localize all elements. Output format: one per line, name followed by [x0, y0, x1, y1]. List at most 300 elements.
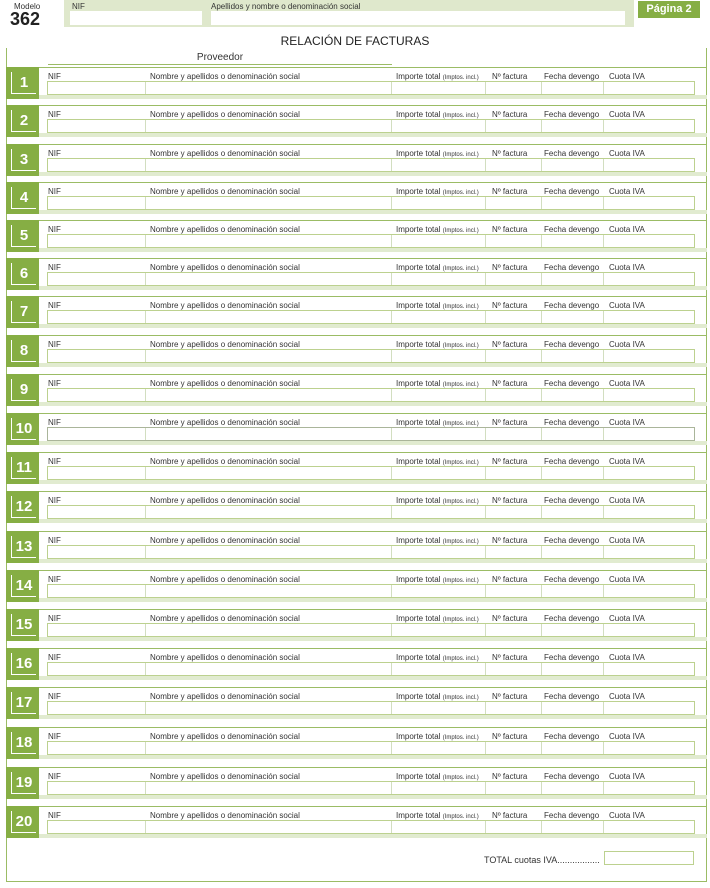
- nif-label-text: NIF: [48, 301, 61, 310]
- nombre-field[interactable]: [146, 428, 392, 440]
- row-field-strip: [47, 310, 695, 324]
- row-band: [6, 441, 707, 445]
- cuota-field[interactable]: [604, 624, 694, 636]
- importe-label: [396, 379, 479, 388]
- fecha-label: [544, 187, 599, 196]
- num-factura-label: [492, 72, 527, 81]
- nombre-field[interactable]: [146, 311, 392, 323]
- num-factura-field[interactable]: [486, 350, 542, 362]
- row-field-strip: [47, 820, 695, 834]
- importe-label-text: Importe total: [396, 263, 441, 272]
- importe-note: (Imptos. incl.): [442, 735, 479, 741]
- importe-field[interactable]: [392, 663, 486, 675]
- row-number: 9: [11, 379, 36, 401]
- nif-field[interactable]: [48, 311, 146, 323]
- row-field-strip: [47, 741, 695, 755]
- num-factura-field[interactable]: [486, 467, 542, 479]
- fecha-label-text: Fecha devengo: [544, 301, 600, 310]
- importe-field[interactable]: [392, 506, 486, 518]
- cuota-field[interactable]: [604, 742, 694, 754]
- importe-label: [396, 772, 479, 781]
- nif-field[interactable]: [48, 273, 146, 285]
- nif-field[interactable]: [48, 120, 146, 132]
- nombre-label-text: Nombre y apellidos o denominación social: [150, 72, 300, 81]
- nif-label-text: NIF: [48, 379, 61, 388]
- invoice-row: [6, 374, 707, 406]
- importe-label: [396, 418, 479, 427]
- importe-field[interactable]: [392, 120, 486, 132]
- num-factura-label-text: Nº factura: [492, 653, 528, 662]
- importe-note: (Imptos. incl.): [442, 266, 479, 272]
- num-factura-label-text: Nº factura: [492, 110, 528, 119]
- fecha-label: [544, 653, 599, 662]
- nombre-field[interactable]: [146, 235, 392, 247]
- importe-note: (Imptos. incl.): [442, 775, 479, 781]
- importe-label-text: Importe total: [396, 301, 441, 310]
- cuota-field[interactable]: [604, 467, 694, 479]
- nombre-label: [150, 732, 300, 741]
- nombre-field[interactable]: [146, 467, 392, 479]
- nif-field[interactable]: [48, 585, 146, 597]
- cuota-label: [609, 418, 645, 427]
- invoice-row: [6, 67, 707, 99]
- fecha-field[interactable]: [542, 389, 604, 401]
- num-factura-label: [492, 379, 527, 388]
- fecha-field[interactable]: [542, 821, 604, 833]
- fecha-field[interactable]: [542, 624, 604, 636]
- importe-note: (Imptos. incl.): [442, 421, 479, 427]
- nif-field[interactable]: [48, 663, 146, 675]
- num-factura-field[interactable]: [486, 197, 542, 209]
- nif-field[interactable]: [48, 159, 146, 171]
- nif-field[interactable]: [48, 546, 146, 558]
- cuota-field[interactable]: [604, 702, 694, 714]
- fecha-label-text: Fecha devengo: [544, 772, 600, 781]
- nombre-field[interactable]: [146, 82, 392, 94]
- invoice-row: [6, 727, 707, 759]
- fecha-label: [544, 149, 599, 158]
- fecha-field[interactable]: [542, 197, 604, 209]
- cuota-label-text: Cuota IVA: [609, 653, 645, 662]
- num-factura-label-text: Nº factura: [492, 340, 528, 349]
- cuota-field[interactable]: [604, 235, 694, 247]
- row-divider: [6, 374, 707, 375]
- header-apellidos-field[interactable]: [211, 11, 625, 25]
- nif-field[interactable]: [48, 389, 146, 401]
- nombre-field[interactable]: [146, 821, 392, 833]
- fecha-label: [544, 772, 599, 781]
- importe-field[interactable]: [392, 273, 486, 285]
- importe-label-text: Importe total: [396, 110, 441, 119]
- importe-field[interactable]: [392, 428, 486, 440]
- fecha-field[interactable]: [542, 235, 604, 247]
- nif-field[interactable]: [48, 702, 146, 714]
- row-number: 20: [11, 811, 36, 833]
- fecha-field[interactable]: [542, 467, 604, 479]
- nombre-field[interactable]: [146, 585, 392, 597]
- cuota-field[interactable]: [604, 120, 694, 132]
- importe-field[interactable]: [392, 585, 486, 597]
- nombre-label-text: Nombre y apellidos o denominación social: [150, 536, 300, 545]
- num-factura-field[interactable]: [486, 821, 542, 833]
- nombre-label-text: Nombre y apellidos o denominación social: [150, 732, 300, 741]
- importe-label: [396, 187, 479, 196]
- importe-label-text: Importe total: [396, 340, 441, 349]
- cuota-label-text: Cuota IVA: [609, 301, 645, 310]
- importe-note: (Imptos. incl.): [442, 75, 479, 81]
- importe-field[interactable]: [392, 467, 486, 479]
- nif-label-text: NIF: [48, 418, 61, 427]
- importe-note: (Imptos. incl.): [442, 382, 479, 388]
- num-factura-label-text: Nº factura: [492, 418, 528, 427]
- cuota-label: [609, 72, 645, 81]
- num-factura-label-text: Nº factura: [492, 614, 528, 623]
- row-field-strip: [47, 701, 695, 715]
- fecha-field[interactable]: [542, 159, 604, 171]
- importe-field[interactable]: [392, 742, 486, 754]
- row-divider: [6, 258, 707, 259]
- cuota-field[interactable]: [604, 159, 694, 171]
- cuota-field[interactable]: [604, 273, 694, 285]
- nif-label: [48, 301, 61, 310]
- nif-field[interactable]: [48, 350, 146, 362]
- cuota-field[interactable]: [604, 197, 694, 209]
- nif-field[interactable]: [48, 782, 146, 794]
- row-divider: [6, 105, 707, 106]
- nif-field[interactable]: [48, 428, 146, 440]
- row-field-strip: [47, 505, 695, 519]
- num-factura-label: [492, 575, 527, 584]
- cuota-label-text: Cuota IVA: [609, 263, 645, 272]
- cuota-field[interactable]: [604, 663, 694, 675]
- num-factura-label-text: Nº factura: [492, 187, 528, 196]
- fecha-field[interactable]: [542, 311, 604, 323]
- nif-label: [48, 225, 61, 234]
- nif-label-text: NIF: [48, 536, 61, 545]
- nif-label-text: NIF: [48, 72, 61, 81]
- fecha-label: [544, 457, 599, 466]
- invoice-row: [6, 648, 707, 680]
- nombre-field[interactable]: [146, 197, 392, 209]
- fecha-label: [544, 496, 599, 505]
- cuota-label-text: Cuota IVA: [609, 575, 645, 584]
- row-number-tab: [6, 452, 39, 484]
- fecha-label: [544, 575, 599, 584]
- importe-field[interactable]: [392, 782, 486, 794]
- row-number-tab: [6, 491, 39, 523]
- nif-field[interactable]: [48, 742, 146, 754]
- importe-label: [396, 457, 479, 466]
- num-factura-label-text: Nº factura: [492, 811, 528, 820]
- fecha-label: [544, 72, 599, 81]
- cuota-field[interactable]: [604, 82, 694, 94]
- nif-label-text: NIF: [48, 811, 61, 820]
- row-number-tab: [6, 105, 39, 137]
- nombre-label-text: Nombre y apellidos o denominación social: [150, 379, 300, 388]
- nif-label: [48, 772, 61, 781]
- num-factura-field[interactable]: [486, 159, 542, 171]
- invoice-row: [6, 452, 707, 484]
- row-field-strip: [47, 466, 695, 480]
- invoice-row: [6, 105, 707, 137]
- nombre-field[interactable]: [146, 624, 392, 636]
- row-number-tab: [6, 767, 39, 799]
- cuota-field[interactable]: [604, 506, 694, 518]
- row-band: [6, 248, 707, 252]
- nombre-field[interactable]: [146, 350, 392, 362]
- nif-label-text: NIF: [48, 457, 61, 466]
- importe-label-text: Importe total: [396, 72, 441, 81]
- num-factura-label: [492, 301, 527, 310]
- cuota-label-text: Cuota IVA: [609, 418, 645, 427]
- cuota-field[interactable]: [604, 350, 694, 362]
- row-number-tab: [6, 296, 39, 328]
- importe-label-text: Importe total: [396, 772, 441, 781]
- fecha-label: [544, 263, 599, 272]
- modelo-label: Modelo: [14, 2, 41, 11]
- num-factura-field[interactable]: [486, 506, 542, 518]
- nombre-label: [150, 496, 300, 505]
- importe-field[interactable]: [392, 197, 486, 209]
- importe-field[interactable]: [392, 159, 486, 171]
- row-band: [6, 363, 707, 367]
- header-apellidos-label: Apellidos y nombre o denominación social: [211, 2, 361, 11]
- row-number: 6: [11, 263, 36, 285]
- num-factura-field[interactable]: [486, 663, 542, 675]
- cuota-label: [609, 110, 645, 119]
- row-divider: [6, 648, 707, 649]
- importe-field[interactable]: [392, 389, 486, 401]
- invoice-row: [6, 144, 707, 176]
- importe-note: (Imptos. incl.): [442, 578, 479, 584]
- row-number: 1: [11, 72, 36, 94]
- num-factura-field[interactable]: [486, 82, 542, 94]
- num-factura-label: [492, 614, 527, 623]
- cuota-label-text: Cuota IVA: [609, 536, 645, 545]
- nombre-label-text: Nombre y apellidos o denominación social: [150, 418, 300, 427]
- row-band: [6, 715, 707, 719]
- cuota-label: [609, 772, 645, 781]
- num-factura-field[interactable]: [486, 311, 542, 323]
- num-factura-field[interactable]: [486, 389, 542, 401]
- nombre-label-text: Nombre y apellidos o denominación social: [150, 811, 300, 820]
- cuota-label-text: Cuota IVA: [609, 379, 645, 388]
- row-divider: [6, 296, 707, 297]
- row-band: [6, 795, 707, 799]
- nombre-label-text: Nombre y apellidos o denominación social: [150, 772, 300, 781]
- fecha-label-text: Fecha devengo: [544, 653, 600, 662]
- nif-field[interactable]: [48, 82, 146, 94]
- importe-field[interactable]: [392, 350, 486, 362]
- nif-field[interactable]: [48, 506, 146, 518]
- fecha-label-text: Fecha devengo: [544, 263, 600, 272]
- nombre-label-text: Nombre y apellidos o denominación social: [150, 110, 300, 119]
- importe-label-text: Importe total: [396, 653, 441, 662]
- nombre-field[interactable]: [146, 546, 392, 558]
- row-field-strip: [47, 349, 695, 363]
- nombre-label: [150, 536, 300, 545]
- importe-field[interactable]: [392, 624, 486, 636]
- header-nif-field[interactable]: [70, 11, 202, 25]
- fecha-field[interactable]: [542, 782, 604, 794]
- importe-note: (Imptos. incl.): [442, 499, 479, 505]
- importe-field[interactable]: [392, 702, 486, 714]
- nombre-label-text: Nombre y apellidos o denominación social: [150, 301, 300, 310]
- num-factura-label-text: Nº factura: [492, 732, 528, 741]
- nif-label: [48, 187, 61, 196]
- importe-field[interactable]: [392, 235, 486, 247]
- cuota-label: [609, 575, 645, 584]
- importe-field[interactable]: [392, 821, 486, 833]
- row-divider: [6, 531, 707, 532]
- nif-field[interactable]: [48, 197, 146, 209]
- invoice-row: [6, 767, 707, 799]
- nif-label-text: NIF: [48, 692, 61, 701]
- row-number: 16: [11, 653, 36, 675]
- row-divider: [6, 687, 707, 688]
- nif-label: [48, 149, 61, 158]
- nombre-field[interactable]: [146, 273, 392, 285]
- fecha-field[interactable]: [542, 428, 604, 440]
- nombre-field[interactable]: [146, 663, 392, 675]
- importe-note: (Imptos. incl.): [442, 539, 479, 545]
- row-number-tab: [6, 67, 39, 99]
- nif-label-text: NIF: [48, 110, 61, 119]
- cuota-label-text: Cuota IVA: [609, 149, 645, 158]
- row-divider: [6, 335, 707, 336]
- importe-label: [396, 110, 479, 119]
- fecha-label-text: Fecha devengo: [544, 496, 600, 505]
- nif-label: [48, 263, 61, 272]
- cuota-label: [609, 379, 645, 388]
- cuota-field[interactable]: [604, 311, 694, 323]
- row-band: [6, 210, 707, 214]
- cuota-label: [609, 263, 645, 272]
- nif-field[interactable]: [48, 624, 146, 636]
- row-field-strip: [47, 272, 695, 286]
- nif-field[interactable]: [48, 467, 146, 479]
- num-factura-label: [492, 457, 527, 466]
- num-factura-field[interactable]: [486, 782, 542, 794]
- nombre-label-text: Nombre y apellidos o denominación social: [150, 575, 300, 584]
- fecha-field[interactable]: [542, 546, 604, 558]
- cuota-label: [609, 149, 645, 158]
- row-field-strip: [47, 427, 695, 441]
- nombre-field[interactable]: [146, 506, 392, 518]
- num-factura-field[interactable]: [486, 624, 542, 636]
- fecha-field[interactable]: [542, 585, 604, 597]
- row-band: [6, 286, 707, 290]
- cuota-field[interactable]: [604, 389, 694, 401]
- fecha-label-text: Fecha devengo: [544, 340, 600, 349]
- num-factura-label-text: Nº factura: [492, 379, 528, 388]
- importe-label: [396, 575, 479, 584]
- nif-field[interactable]: [48, 235, 146, 247]
- invoice-row: [6, 806, 707, 838]
- importe-label: [396, 732, 479, 741]
- cuota-field[interactable]: [604, 585, 694, 597]
- num-factura-field[interactable]: [486, 742, 542, 754]
- nombre-field[interactable]: [146, 159, 392, 171]
- fecha-label: [544, 225, 599, 234]
- importe-label: [396, 149, 479, 158]
- fecha-label-text: Fecha devengo: [544, 811, 600, 820]
- num-factura-label-text: Nº factura: [492, 263, 528, 272]
- importe-label: [396, 72, 479, 81]
- row-number-tab: [6, 374, 39, 406]
- nombre-field[interactable]: [146, 120, 392, 132]
- cuota-field[interactable]: [604, 782, 694, 794]
- num-factura-field[interactable]: [486, 273, 542, 285]
- row-divider: [6, 67, 707, 68]
- cuota-field[interactable]: [604, 821, 694, 833]
- cuota-label-text: Cuota IVA: [609, 225, 645, 234]
- row-divider: [6, 413, 707, 414]
- row-number-tab: [6, 570, 39, 602]
- fecha-field[interactable]: [542, 82, 604, 94]
- invoice-row: [6, 491, 707, 523]
- nombre-field[interactable]: [146, 702, 392, 714]
- invoice-row: [6, 220, 707, 252]
- num-factura-field[interactable]: [486, 120, 542, 132]
- nombre-field[interactable]: [146, 742, 392, 754]
- importe-label-text: Importe total: [396, 614, 441, 623]
- row-divider: [6, 491, 707, 492]
- num-factura-field[interactable]: [486, 585, 542, 597]
- num-factura-field[interactable]: [486, 428, 542, 440]
- nombre-label: [150, 340, 300, 349]
- nif-label: [48, 692, 61, 701]
- importe-field[interactable]: [392, 546, 486, 558]
- fecha-field[interactable]: [542, 273, 604, 285]
- row-band: [6, 676, 707, 680]
- importe-field[interactable]: [392, 311, 486, 323]
- num-factura-field[interactable]: [486, 235, 542, 247]
- nombre-field[interactable]: [146, 389, 392, 401]
- fecha-label: [544, 379, 599, 388]
- total-cuotas-field[interactable]: [604, 851, 694, 865]
- cuota-field[interactable]: [604, 428, 694, 440]
- nombre-label: [150, 187, 300, 196]
- fecha-field[interactable]: [542, 506, 604, 518]
- fecha-field[interactable]: [542, 702, 604, 714]
- nombre-field[interactable]: [146, 782, 392, 794]
- row-field-strip: [47, 196, 695, 210]
- fecha-field[interactable]: [542, 350, 604, 362]
- num-factura-label: [492, 536, 527, 545]
- importe-field[interactable]: [392, 82, 486, 94]
- num-factura-field[interactable]: [486, 546, 542, 558]
- num-factura-field[interactable]: [486, 702, 542, 714]
- fecha-label: [544, 418, 599, 427]
- nombre-label: [150, 772, 300, 781]
- cuota-field[interactable]: [604, 546, 694, 558]
- cuota-label: [609, 653, 645, 662]
- row-band: [6, 95, 707, 99]
- fecha-field[interactable]: [542, 742, 604, 754]
- nif-field[interactable]: [48, 821, 146, 833]
- num-factura-label-text: Nº factura: [492, 536, 528, 545]
- fecha-label-text: Fecha devengo: [544, 187, 600, 196]
- nombre-label: [150, 263, 300, 272]
- fecha-field[interactable]: [542, 663, 604, 675]
- importe-note: (Imptos. incl.): [442, 814, 479, 820]
- importe-label-text: Importe total: [396, 575, 441, 584]
- num-factura-label-text: Nº factura: [492, 575, 528, 584]
- fecha-field[interactable]: [542, 120, 604, 132]
- importe-label-text: Importe total: [396, 149, 441, 158]
- row-field-strip: [47, 388, 695, 402]
